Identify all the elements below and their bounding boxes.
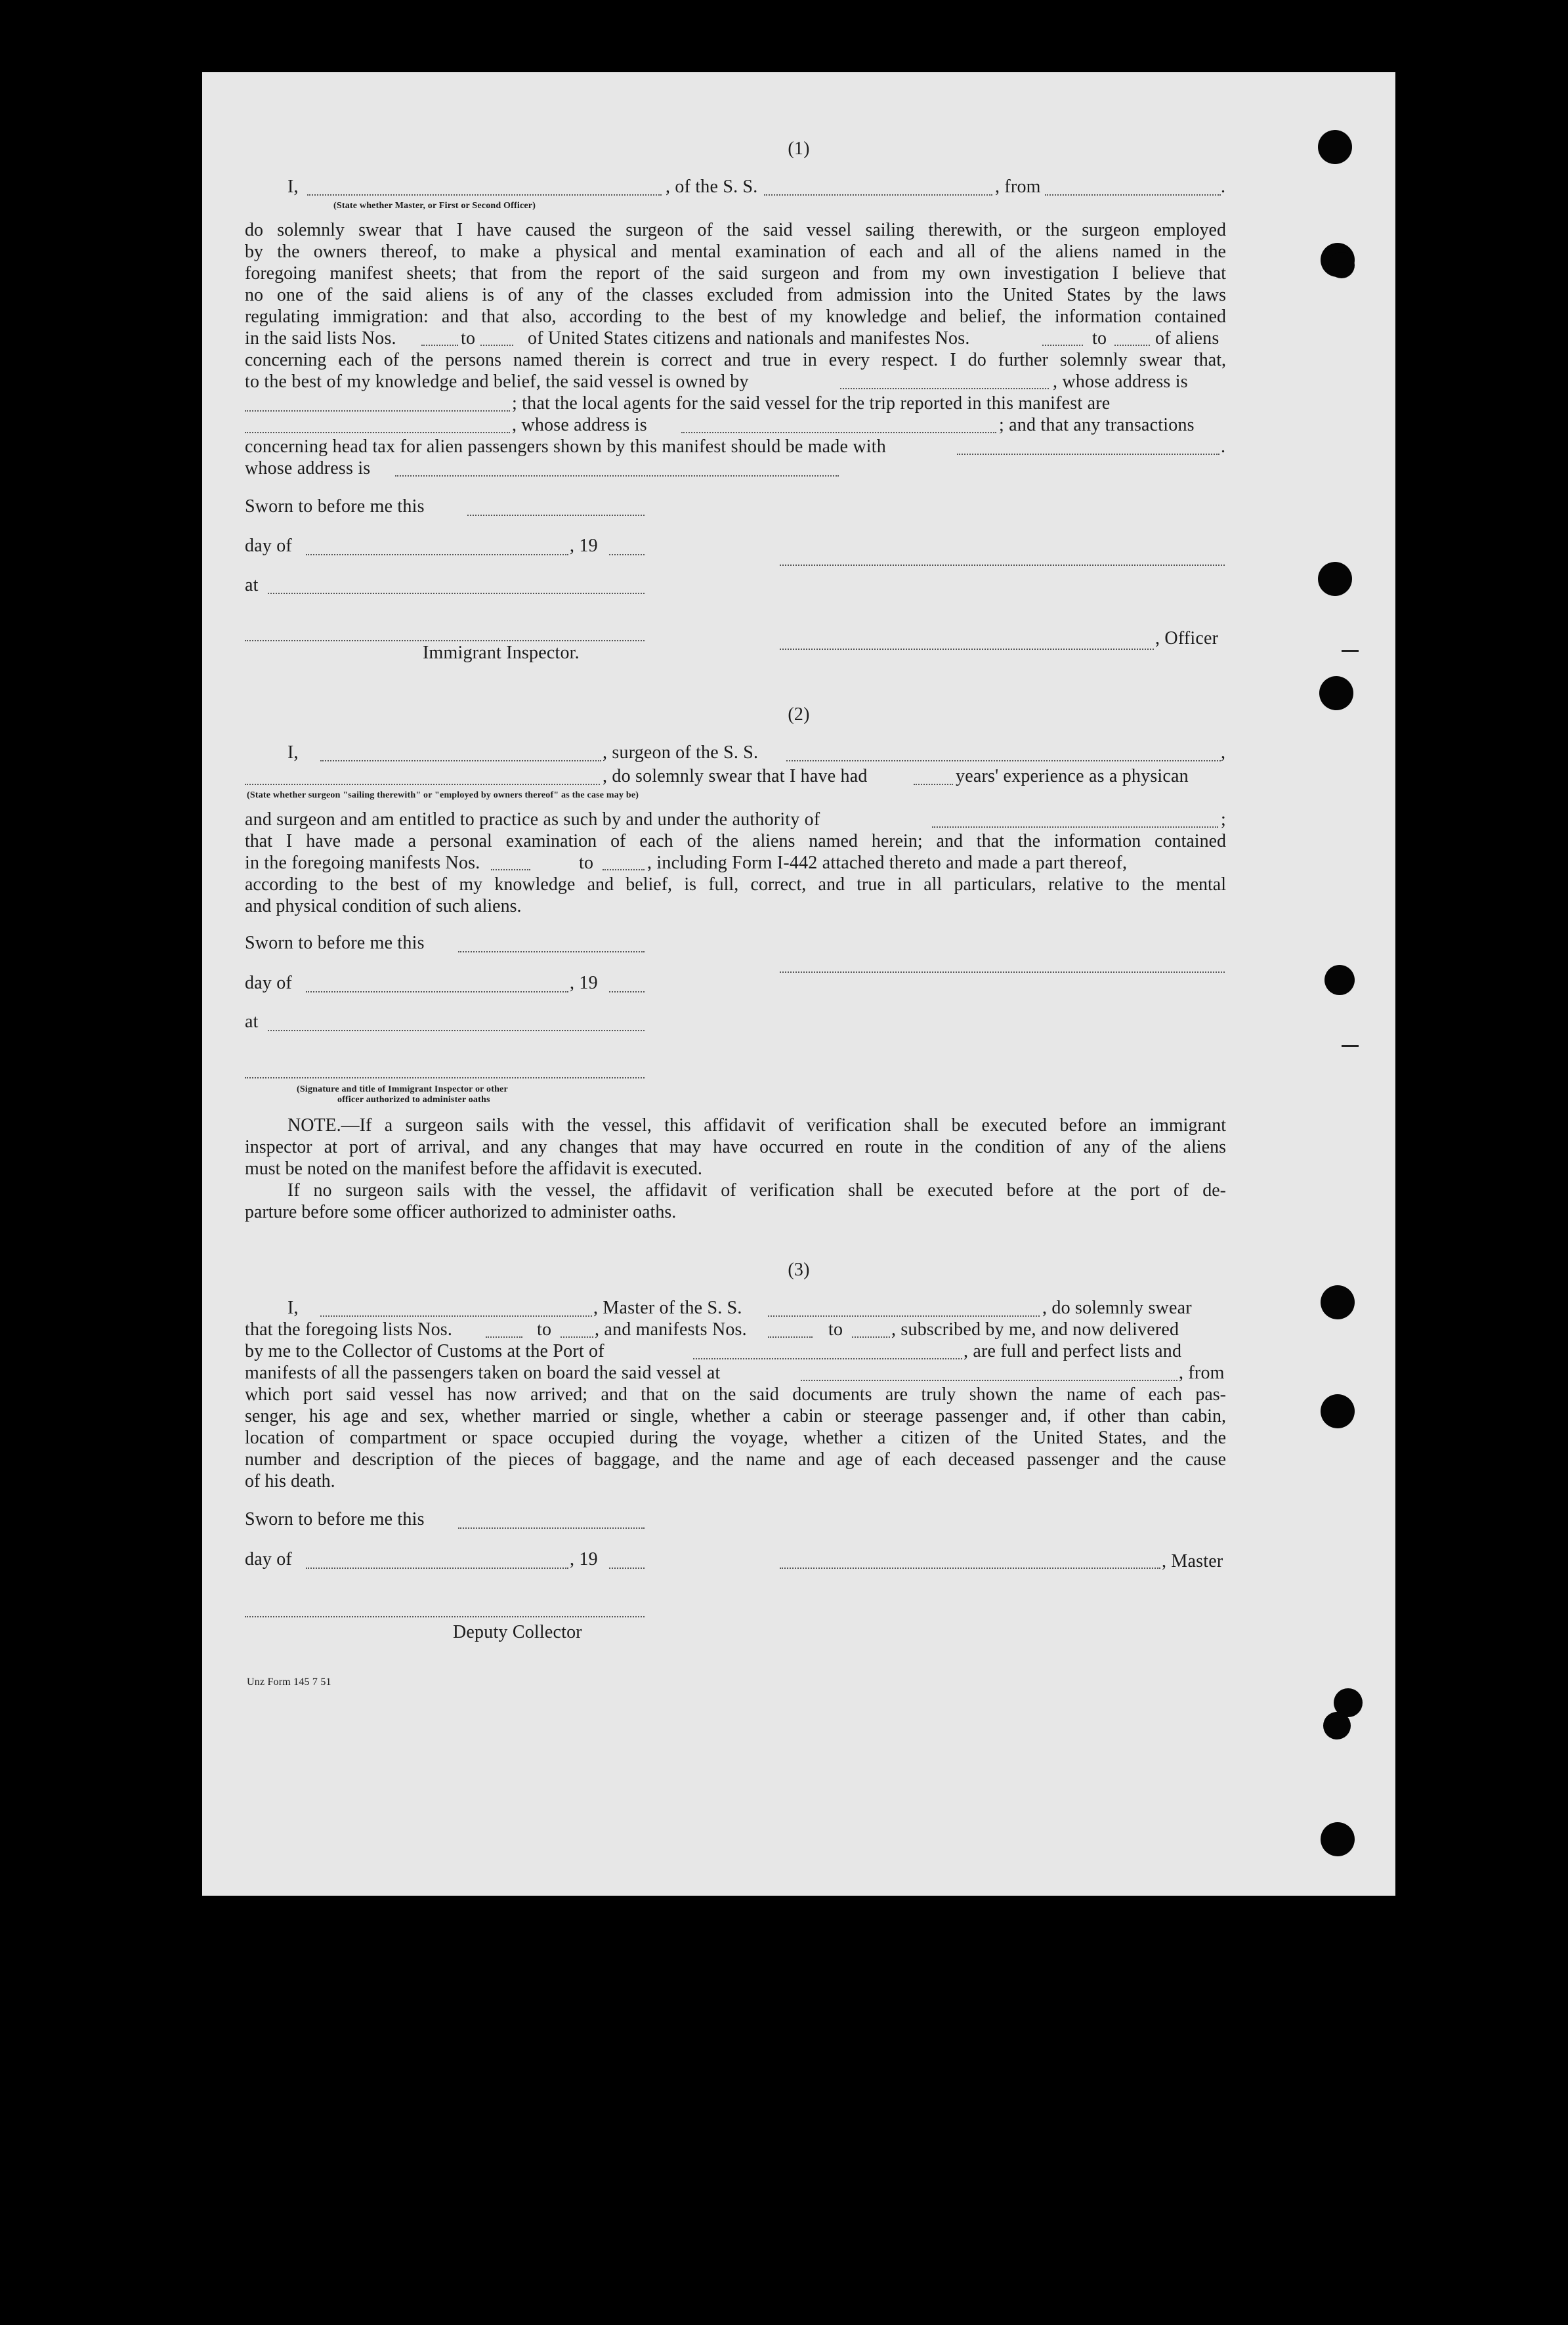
- do-swear-text: , do solemnly swear that I have had: [603, 766, 868, 786]
- body-line: no one of the said aliens is of any of the classes excluded from admission into the United States by the laws: [245, 285, 1226, 305]
- from-text: , from: [995, 177, 1041, 197]
- to-text: to: [579, 853, 594, 873]
- surgeon-manifests-from-field[interactable]: [491, 869, 530, 870]
- body-line: by the owners thereof, to make a physical and mental examination of each and all of the aliens named in the: [245, 242, 1226, 262]
- body-line: according to the best of my knowledge and belief, is full, correct, and true in all particulars, relative to the mental: [245, 874, 1226, 895]
- whose-address-text: , whose address is: [512, 415, 647, 435]
- signature-note: (Signature and title of Immigrant Inspector or other: [297, 1084, 508, 1094]
- surgeon-signature-field[interactable]: [780, 971, 1225, 973]
- collector-port-field[interactable]: [693, 1358, 962, 1359]
- manifests-text: in the foregoing manifests Nos.: [245, 853, 480, 873]
- sworn-day-field[interactable]: [458, 951, 645, 952]
- body-line: regulating immigration: and that also, according to the best of my knowledge and belief, the information contained: [245, 307, 1226, 327]
- lists-to-field[interactable]: [480, 345, 513, 346]
- sworn-text: Sworn to before me this: [245, 1509, 425, 1529]
- year-field[interactable]: [609, 1568, 645, 1569]
- form-number: Unz Form 145 7 51: [247, 1676, 331, 1688]
- binder-hole: [1318, 562, 1352, 596]
- binder-hole: [1321, 1822, 1355, 1856]
- section-1-body: [245, 219, 1226, 328]
- at-place-field[interactable]: [268, 1030, 645, 1031]
- sworn-text: Sworn to before me this: [245, 496, 425, 517]
- local-agents-text: ; that the local agents for the said vessel for the trip reported in this manifest are: [512, 393, 1111, 414]
- whose-address-text: , whose address is: [1053, 372, 1188, 392]
- at-text: at: [245, 1012, 259, 1032]
- sworn-day-field[interactable]: [467, 515, 645, 516]
- year-field[interactable]: [609, 554, 645, 555]
- lists-text: in the said lists Nos.: [245, 328, 396, 349]
- inspector-signature-field[interactable]: [245, 640, 645, 641]
- body-line: which port said vessel has now arrived; and that on the said documents are truly shown the name of each pas-: [245, 1384, 1226, 1405]
- document-page: (1) I, , of the S. S. , from . (State whether Master, or First or Second Officer) do solemnly swear that I have caused the surgeon of the said vessel sailing therewith, or the surgeon employed by the owners thereof, to make a physical and mental examination of each and all of the aliens named in the foregoing manifest sheets; that from the report of the said surgeon and from my own investigation I believe that no one of the said aliens is of any of the classes excluded from admission into the United States by the laws regulating immigration: and that also, according to the best of my knowledge and belief, the information contained in the said lists Nos. to of United States citizens and nationals and manifestes Nos. to of aliens concerning each of the persons named therein is correct and true in every respect. I do further solemnly swear that, to the best of my knowledge and belief, the said vessel is owned by , whose address is ; that the local agents for the said vessel for the trip reported in this manifest are , whose address is ; and that any transactions concerning head tax for alien passengers shown by this manifest should be made with . whose address is Sworn to before me this day of , 19 at , Officer Immigrant Inspector. (2) I, , surgeon of the S. S. , , do solemnly swear that I have had years' experience as a physican (State whether surgeon "sailing therewith" or "employed by owners thereof" as the case may be) and surgeon and am entitled to practice as such by and under the authority of ; that I have made a personal examination of each of the aliens named herein; and that the information contained in the foregoing manifests Nos. to , including Form I-442 attached thereto and made a part thereof, according to the best of my knowledge and belief, is full, correct, and true in all particulars, relative to the mental and physical condition of such aliens. Sworn to before me this day of , 19 at (Signature and title of Immigrant Inspector or other officer authorized to administer oaths NOTE.—If a surgeon sails with the vessel, this affidavit of verification shall be executed before an immigrant inspector at port of arrival, and any changes that may have occurred en route in the condition of any of the aliens must be noted on the manifest before the affidavit is executed. If no surgeon sails with the vessel, the affidavit of verification shall be executed before at the port of de- parture before some officer authorized to administer oaths. (3) I, , Master of the S. S. , do solemnly swear that the foregoing lists Nos. to , and manifests Nos. to , subscribed by me, and now delivered by me to the Collector of Customs at the Port of , are full and perfect lists and manifests of all the passengers taken on board the said vessel at , from which port said vessel has now arrived; and that on the said documents are truly shown the name of each pas- senger, his age and sex, whether married or single, whether a cabin or steerage passenger and, if other than cabin, location of compartment or space occupied during the voyage, whether a citizen of the United States, and the number and description of the pieces of baggage, and the name and age of each deceased passenger and the cause of his death. Sworn to before me this day of , 19 , Master Deputy Collector Unz Form 145 7 51: [202, 72, 1395, 1896]
- to-text: to: [537, 1319, 552, 1340]
- binder-hole: [1319, 676, 1353, 710]
- officer-label: , Officer: [1155, 628, 1219, 649]
- to-text: to: [828, 1319, 843, 1340]
- section-2-intro: I,: [287, 742, 299, 763]
- local-agents-field[interactable]: [245, 432, 510, 433]
- master-lists-from-field[interactable]: [486, 1336, 522, 1338]
- at-text: at: [245, 575, 259, 595]
- transactions-text: ; and that any transactions: [999, 415, 1195, 435]
- body-line: senger, his age and sex, whether married or single, whether a cabin or steerage passenger and, if other than cabin,: [245, 1406, 1226, 1426]
- manifests-board-text: manifests of all the passengers taken on board the said vessel at: [245, 1363, 721, 1383]
- surgeon-note: (State whether surgeon "sailing therewith" or "employed by owners thereof" as the case may be): [247, 790, 639, 800]
- at-place-field[interactable]: [268, 593, 645, 594]
- manifests-to-field[interactable]: [1114, 345, 1150, 346]
- margin-mark: [1342, 650, 1359, 652]
- body-line: foregoing manifest sheets; that from the report of the said surgeon and from my own investigation I believe that: [245, 263, 1226, 284]
- body-line: do solemnly swear that I have caused the surgeon of the said vessel sailing therewith, or the surgeon employed: [245, 220, 1226, 240]
- surgeon-type-field[interactable]: [245, 784, 600, 785]
- subscribed-text: , subscribed by me, and now delivered: [891, 1319, 1179, 1340]
- note-line: NOTE.—If a surgeon sails with the vessel, this affidavit of verification shall be executed before an immigrant: [287, 1115, 1226, 1136]
- do-swear-text: , do solemnly swear: [1042, 1298, 1192, 1318]
- authority-field[interactable]: [932, 826, 1218, 828]
- citizens-text: of United States citizens and nationals and manifestes Nos.: [528, 328, 970, 349]
- note-line: If no surgeon sails with the vessel, the affidavit of verification shall be executed before at the port of de-: [287, 1180, 1226, 1201]
- owned-by-text: to the best of my knowledge and belief, the said vessel is owned by: [245, 372, 749, 392]
- vessel-name-field[interactable]: [764, 194, 992, 196]
- surgeon-vessel-field[interactable]: [786, 760, 1221, 761]
- signature-note: officer authorized to administer oaths: [337, 1095, 490, 1105]
- manifests-from-field[interactable]: [1042, 345, 1083, 346]
- officer-note: (State whether Master, or First or Second Officer): [333, 201, 536, 211]
- officer-signature-field[interactable]: [780, 565, 1225, 566]
- note-line: parture before some officer authorized to administer oaths.: [245, 1202, 677, 1222]
- manifests-text: , and manifests Nos.: [595, 1319, 747, 1340]
- head-tax-field[interactable]: [957, 454, 1219, 455]
- official-signature-field[interactable]: [245, 1077, 645, 1078]
- section-3-number: (3): [788, 1260, 810, 1280]
- binder-hole: [1318, 130, 1352, 164]
- section-1-intro: I,: [287, 177, 299, 197]
- month-field[interactable]: [306, 991, 568, 992]
- section-3-intro: I,: [287, 1298, 299, 1318]
- note-line: must be noted on the manifest before the affidavit is executed.: [245, 1159, 702, 1179]
- owner-field[interactable]: [840, 388, 1049, 389]
- master-manifests-from-field[interactable]: [768, 1336, 813, 1338]
- binder-hole: [1323, 1712, 1351, 1739]
- margin-mark: [1342, 1045, 1359, 1047]
- year-field[interactable]: [609, 991, 645, 992]
- deputy-signature-field[interactable]: [245, 1616, 645, 1617]
- agents-address-field[interactable]: [681, 432, 996, 433]
- inspector-label: Immigrant Inspector.: [423, 643, 580, 663]
- of-ss-text: , of the S. S.: [666, 177, 758, 197]
- lists-end-text: , are full and perfect lists and: [964, 1341, 1182, 1361]
- years-text: years' experience as a physican: [956, 766, 1189, 786]
- year-text: , 19: [570, 973, 598, 993]
- body-line: and physical condition of such aliens.: [245, 896, 522, 916]
- binder-hole: [1321, 1394, 1355, 1428]
- surgeon-name-field[interactable]: [320, 760, 601, 761]
- section-1-number: (1): [788, 139, 810, 159]
- master-label: , Master: [1162, 1551, 1223, 1571]
- month-field[interactable]: [306, 554, 568, 555]
- to-text: to: [461, 328, 476, 349]
- sworn-day-field[interactable]: [458, 1527, 645, 1529]
- officer-title-field[interactable]: [780, 649, 1154, 650]
- master-name-field[interactable]: [320, 1315, 592, 1317]
- master-lists-to-field[interactable]: [561, 1336, 593, 1338]
- body-line: concerning each of the persons named therein is correct and true in every respect. I do further solemnly swear that,: [245, 350, 1226, 370]
- year-text: , 19: [570, 1549, 598, 1569]
- surgeon-manifests-to-field[interactable]: [603, 869, 645, 870]
- sworn-text: Sworn to before me this: [245, 933, 425, 953]
- from-text: , from: [1179, 1363, 1225, 1383]
- note-line: inspector at port of arrival, and any changes that may have occurred en route in the condition of any of the aliens: [245, 1137, 1226, 1157]
- note-block: [245, 1115, 1226, 1223]
- master-vessel-field[interactable]: [768, 1315, 1040, 1317]
- master-of-text: , Master of the S. S.: [593, 1298, 742, 1318]
- deputy-label: Deputy Collector: [453, 1622, 582, 1642]
- collector-text: by me to the Collector of Customs at the Port of: [245, 1341, 604, 1361]
- body-line: number and description of the pieces of baggage, and the name and age of each deceased passenger and the cause: [245, 1449, 1226, 1470]
- head-tax-text: concerning head tax for alien passengers shown by this manifest should be made with: [245, 437, 886, 457]
- binder-hole: [1324, 965, 1355, 995]
- lists-from-field[interactable]: [421, 345, 458, 346]
- officer-name-field[interactable]: [307, 194, 662, 196]
- owner-address-field[interactable]: [245, 410, 510, 412]
- binder-hole: [1321, 1285, 1355, 1319]
- body-line: of his death.: [245, 1471, 335, 1491]
- day-of-text: day of: [245, 536, 292, 556]
- years-field[interactable]: [914, 784, 953, 785]
- day-of-text: day of: [245, 1549, 292, 1569]
- lists-text: that the foregoing lists Nos.: [245, 1319, 453, 1340]
- form-text: , including Form I-442 attached thereto and made a part thereof,: [647, 853, 1128, 873]
- body-line: that I have made a personal examination of each of the aliens named herein; and that the information contained: [245, 831, 1226, 851]
- section-2-number: (2): [788, 704, 810, 725]
- binder-hole: [1328, 252, 1355, 278]
- from-port-field[interactable]: [1045, 194, 1221, 196]
- whose-address-text: whose address is: [245, 458, 371, 479]
- month-field[interactable]: [306, 1568, 568, 1569]
- body-line: location of compartment or space occupied during the voyage, whether a citizen of the United States, and the: [245, 1428, 1226, 1448]
- head-tax-address-field[interactable]: [395, 475, 839, 477]
- authority-text: and surgeon and am entitled to practice as such by and under the authority of: [245, 809, 820, 830]
- master-manifests-to-field[interactable]: [852, 1336, 890, 1338]
- to-text: to: [1092, 328, 1107, 349]
- day-of-text: day of: [245, 973, 292, 993]
- master-signature-field[interactable]: [780, 1568, 1160, 1569]
- of-aliens-text: of aliens: [1155, 328, 1219, 349]
- surgeon-of-text: , surgeon of the S. S.: [603, 742, 759, 763]
- year-text: , 19: [570, 536, 598, 556]
- boarding-port-field[interactable]: [801, 1380, 1177, 1381]
